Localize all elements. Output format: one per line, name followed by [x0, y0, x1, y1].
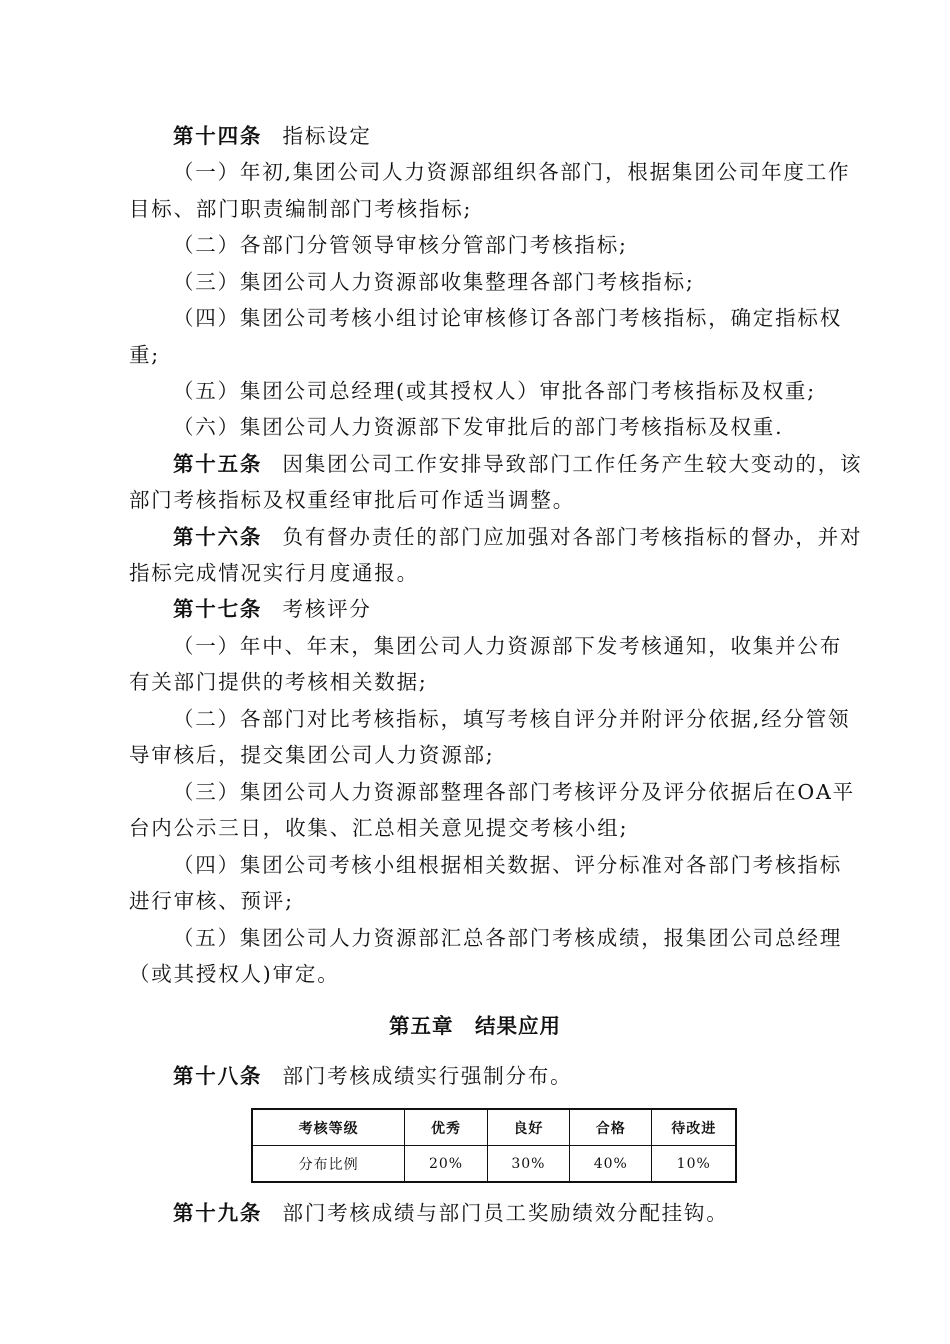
- paragraph-line: （或其授权人)审定。: [129, 962, 340, 986]
- article-18: [173, 1062, 572, 1090]
- article-text: 考核评分: [282, 597, 372, 621]
- paragraph-line: （六）集团公司人力资源部下发审批后的部门考核指标及权重.: [173, 415, 784, 439]
- table-cell: 40%: [570, 1146, 652, 1183]
- paragraph-line: （三）集团公司人力资源部整理各部门考核评分及评分依据后在OA平: [173, 780, 855, 804]
- paragraph-line: （一）年初,集团公司人力资源部组织各部门，根据集团公司年度工作: [173, 160, 851, 184]
- table-cell: 30%: [487, 1146, 569, 1183]
- table-row: [252, 1146, 736, 1183]
- paragraph-line: 部门考核指标及权重经审批后可作适当调整。: [129, 488, 575, 512]
- article-17: [173, 595, 372, 623]
- article-text: 负有督办责任的部门应加强对各部门考核指标的督办，并对: [282, 525, 863, 549]
- table-cell: 10%: [652, 1146, 736, 1183]
- article-number: 第十七条: [173, 597, 263, 621]
- paragraph-line: （五）集团公司人力资源部汇总各部门考核成绩，报集团公司总经理: [173, 926, 842, 950]
- article-number: 第十四条: [173, 124, 263, 148]
- chapter-title: 第五章 结果应用: [389, 1014, 561, 1038]
- paragraph-line: （二）各部门对比考核指标，填写考核自评分并附评分依据,经分管领: [173, 707, 851, 731]
- paragraph-line: （四）集团公司考核小组根据相关数据、评分标准对各部门考核指标: [173, 853, 842, 877]
- table-header-cell: 考核等级: [252, 1109, 405, 1146]
- table-header-cell: 合格: [570, 1109, 652, 1146]
- paragraph-line: 导审核后，提交集团公司人力资源部;: [129, 743, 495, 767]
- article-number: 第十六条: [173, 525, 263, 549]
- paragraph-line: （五）集团公司总经理(或其授权人）审批各部门考核指标及权重;: [173, 379, 816, 403]
- article-15: [173, 450, 862, 478]
- article-text: 因集团公司工作安排导致部门工作任务产生较大变动的，该: [282, 452, 863, 476]
- paragraph-line: 有关部门提供的考核相关数据;: [129, 670, 428, 694]
- article-text: 部门考核成绩实行强制分布。: [282, 1064, 573, 1088]
- table-header-cell: 优秀: [405, 1109, 487, 1146]
- table-header-cell: 待改进: [652, 1109, 736, 1146]
- paragraph-line: 重;: [129, 343, 161, 367]
- paragraph-line: （四）集团公司考核小组讨论审核修订各部门考核指标，确定指标权: [173, 306, 842, 330]
- paragraph-line: 指标完成情况实行月度通报。: [129, 561, 419, 585]
- table-header-row: [252, 1109, 736, 1146]
- article-14-heading: [173, 122, 372, 150]
- paragraph-line: （一）年中、年末，集团公司人力资源部下发考核通知，收集并公布: [173, 634, 842, 658]
- table-header-cell: 良好: [487, 1109, 569, 1146]
- article-number: 第十八条: [173, 1064, 263, 1088]
- paragraph-line: （二）各部门分管领导审核分管部门考核指标;: [173, 233, 628, 257]
- article-text: 指标设定: [282, 124, 372, 148]
- paragraph-line: 目标、部门职责编制部门考核指标;: [129, 197, 473, 221]
- table-cell: 20%: [405, 1146, 487, 1183]
- distribution-table: [251, 1108, 737, 1183]
- article-19: [173, 1199, 729, 1227]
- article-number: 第十九条: [173, 1201, 263, 1225]
- article-number: 第十五条: [173, 452, 263, 476]
- paragraph-line: 台内公示三日，收集、汇总相关意见提交考核小组;: [129, 816, 629, 840]
- paragraph-line: 进行审核、预评;: [129, 889, 294, 913]
- paragraph-line: （三）集团公司人力资源部收集整理各部门考核指标;: [173, 270, 695, 294]
- article-16: [173, 523, 862, 551]
- article-text: 部门考核成绩与部门员工奖励绩效分配挂钩。: [282, 1201, 729, 1225]
- table-cell: 分布比例: [252, 1146, 405, 1183]
